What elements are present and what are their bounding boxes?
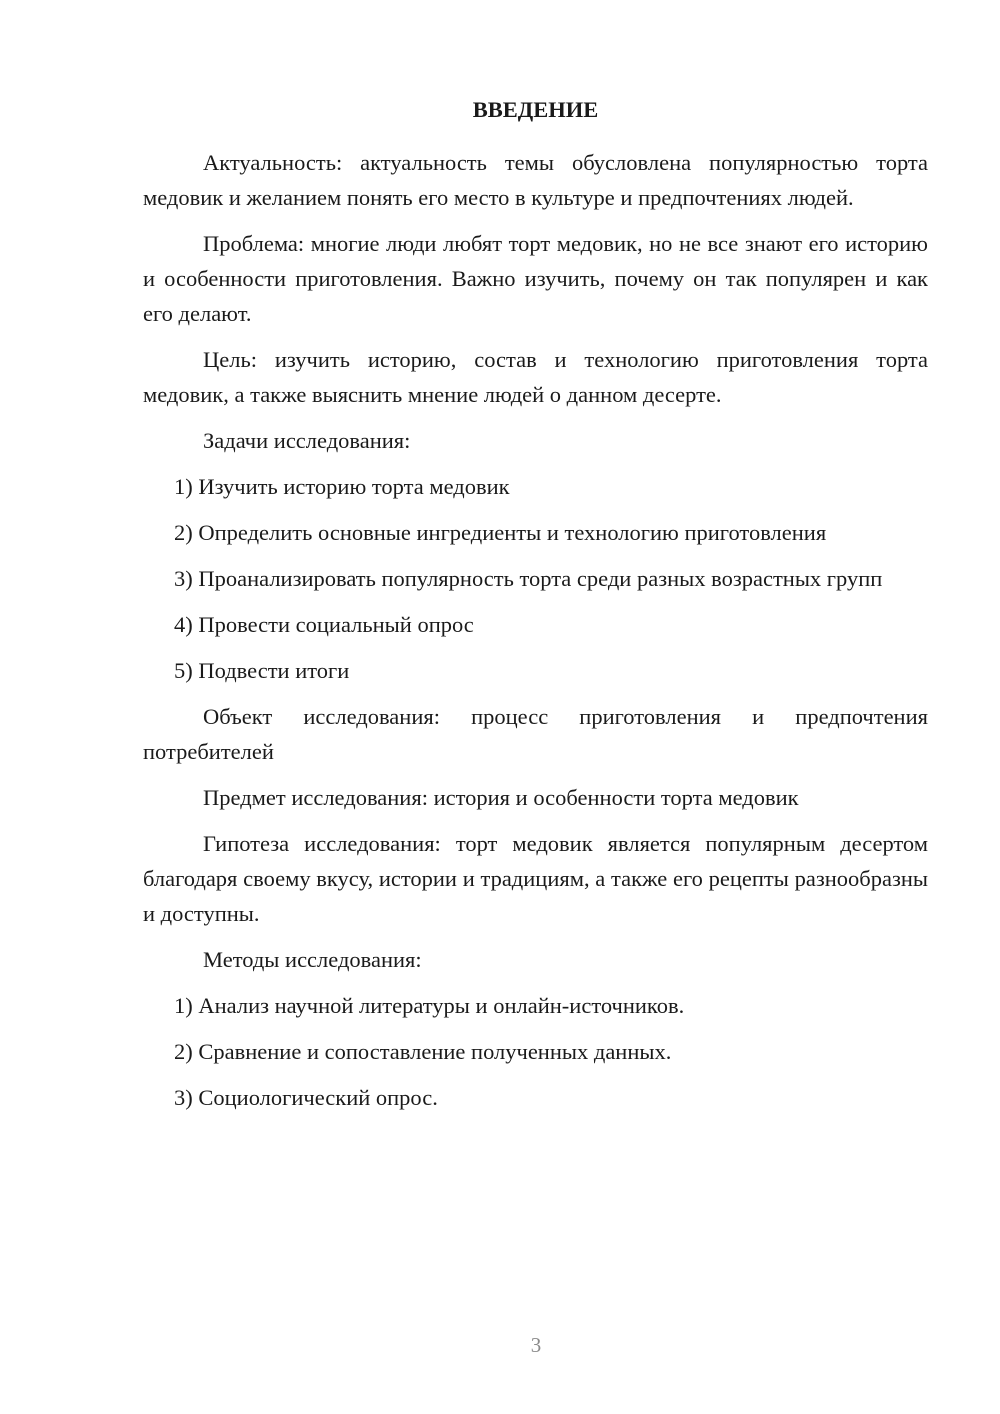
page-number: 3 [530,1333,542,1357]
task-item-5: 5) Подвести итоги [174,658,350,683]
methods-heading: Методы исследования: [203,947,422,972]
problem-paragraph: Проблема: многие люди любят торт медовик, но не все знают его историю и особенности приготовления. Важно изучить, почему он так популярен и как его делают. [143,231,928,326]
object-paragraph: Объект исследования: процесс приготовления и предпочтения потребителей [143,704,928,764]
relevance-paragraph: Актуальность: актуальность темы обусловлена популярностью торта медовик и желанием понять его место в культуре и предпочтениях людей. [143,150,928,210]
section-title: ВВЕДЕНИЕ [472,97,599,122]
task-item-2: 2) Определить основные ингредиенты и технологию приготовления [174,520,827,545]
method-item-3: 3) Социологический опрос. [174,1085,438,1110]
goal-paragraph: Цель: изучить историю, состав и технологию приготовления торта медовик, а также выяснить мнение людей о данном десерте. [143,347,928,407]
method-item-1: 1) Анализ научной литературы и онлайн-источников. [174,993,685,1018]
tasks-heading: Задачи исследования: [203,428,411,453]
task-item-1: 1) Изучить историю торта медовик [174,474,510,499]
document-page [143,92,928,1126]
task-item-4: 4) Провести социальный опрос [174,612,474,637]
task-item-3: 3) Проанализировать популярность торта среди разных возрастных групп [174,566,883,591]
hypothesis-paragraph: Гипотеза исследования: торт медовик является популярным десертом благодаря своему вкусу, истории и традициям, а также его рецепты разнообразны и доступны. [143,831,928,926]
method-item-2: 2) Сравнение и сопоставление полученных данных. [174,1039,672,1064]
subject-paragraph: Предмет исследования: история и особенности торта медовик [203,785,799,810]
